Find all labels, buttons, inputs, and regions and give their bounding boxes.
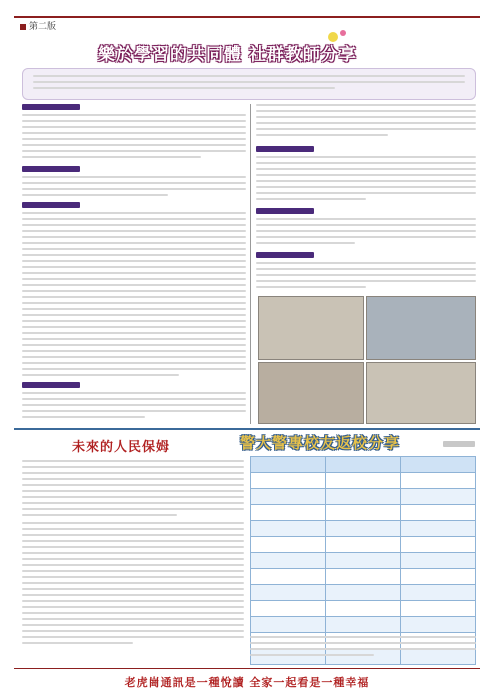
intro-box bbox=[22, 68, 476, 100]
article-text bbox=[22, 212, 246, 380]
article-text bbox=[22, 460, 244, 520]
article-text bbox=[22, 176, 246, 200]
edition-label: 第二版 bbox=[29, 22, 57, 32]
footer-rule bbox=[14, 668, 480, 669]
article-text bbox=[256, 218, 476, 248]
banner-title: 樂於學習的共同體 社群教師分享 bbox=[98, 45, 357, 65]
photo bbox=[258, 362, 364, 424]
column-subheading bbox=[256, 146, 314, 152]
section-heading-right: 警大警專校友返校分享 bbox=[240, 434, 401, 452]
footer-slogan: 老虎崗通訊是一種悅讀 全家一起看是一種幸福 bbox=[124, 676, 370, 689]
article-text bbox=[250, 636, 476, 660]
column-subheading bbox=[22, 166, 80, 172]
decoration-dot-icon bbox=[340, 30, 346, 36]
column-subheading bbox=[256, 208, 314, 214]
article-text bbox=[22, 522, 244, 648]
section-rule bbox=[14, 428, 480, 430]
column-divider bbox=[250, 104, 251, 424]
column-subheading bbox=[256, 252, 314, 258]
article-text bbox=[22, 392, 246, 422]
section-heading-left: 未來的人民保姆 bbox=[72, 440, 171, 455]
article-text bbox=[22, 114, 246, 162]
byline bbox=[443, 441, 475, 447]
photo bbox=[366, 296, 476, 360]
edition-marker-icon bbox=[20, 24, 26, 30]
header-rule bbox=[14, 16, 480, 18]
photo bbox=[366, 362, 476, 424]
article-text bbox=[256, 156, 476, 204]
photo bbox=[258, 296, 364, 360]
column-subheading bbox=[22, 104, 80, 110]
column-subheading bbox=[22, 382, 80, 388]
column-subheading bbox=[22, 202, 80, 208]
article-text bbox=[256, 104, 476, 140]
article-text bbox=[256, 262, 476, 292]
comparison-table bbox=[250, 456, 476, 665]
